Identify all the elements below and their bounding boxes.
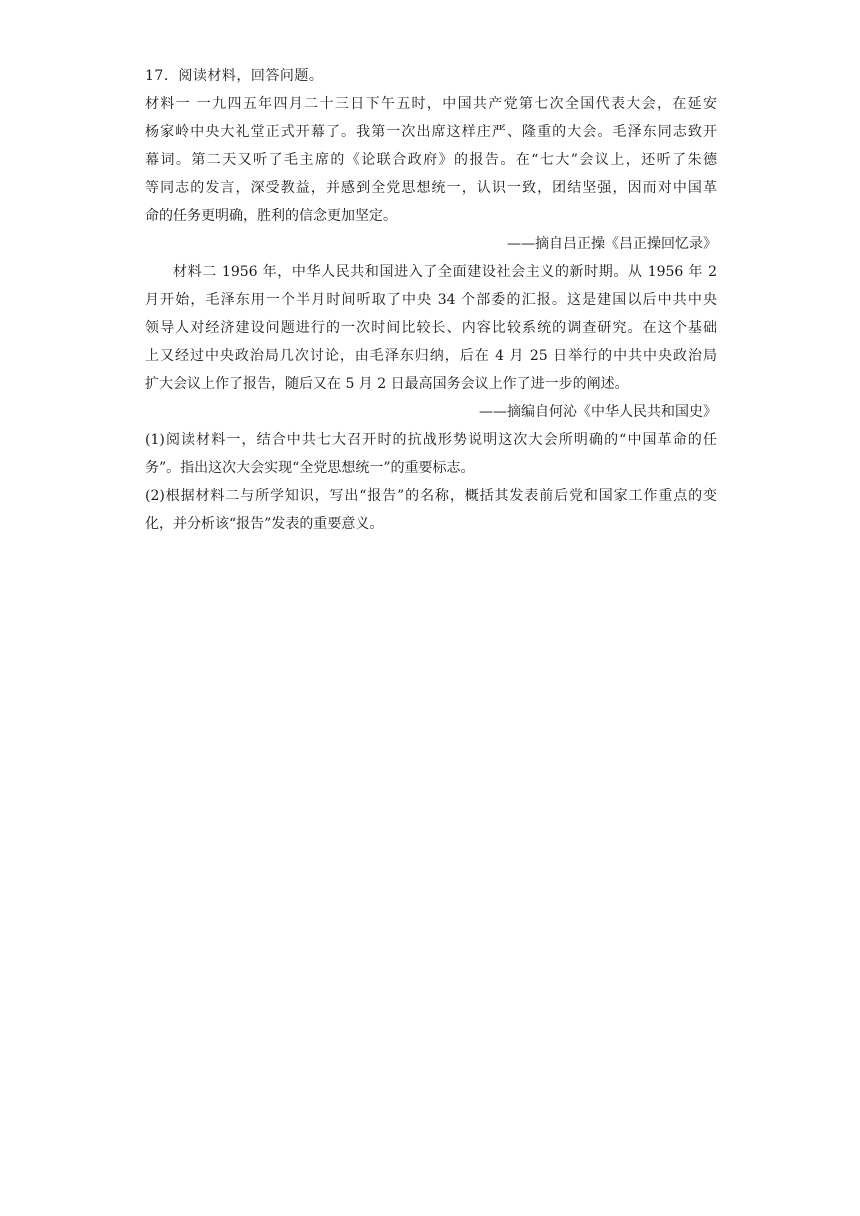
material-two-line: 上又经过中央政治局几次讨论，由毛泽东归纳，后在 4 月 25 日举行的中共中央政治局 bbox=[145, 348, 717, 364]
question-title: 17．阅读材料，回答问题。 bbox=[145, 68, 324, 84]
material-two-line: 月开始，毛泽东用一个半月时间听取了中央 34 个部委的汇报。这是建国以后中共中央 bbox=[145, 292, 717, 308]
material-two-line: 材料二 1956 年，中华人民共和国进入了全面建设社会主义的新时期。从 1956 年 2 bbox=[173, 264, 717, 280]
question-document bbox=[145, 62, 717, 538]
sub-question-line: (1)阅读材料一，结合中共七大召开时的抗战形势说明这次大会所明确的“中国革命的任 bbox=[145, 432, 717, 448]
material-two bbox=[145, 258, 717, 426]
sub-question-2 bbox=[145, 482, 717, 538]
material-two-line: 领导人对经济建设问题进行的一次时间比较长、内容比较系统的调查研究。在这个基础 bbox=[145, 320, 717, 336]
sub-question-line: 化，并分析该“报告”发表的重要意义。 bbox=[145, 516, 384, 532]
material-one-line: 幕词。第二天又听了毛主席的《论联合政府》的报告。在“七大”会议上，还听了朱德 bbox=[145, 152, 717, 168]
sub-question-line: 务”。指出这次大会实现“全党思想统一”的重要标志。 bbox=[145, 460, 475, 476]
material-two-line: 扩大会议上作了报告，随后又在 5 月 2 日最高国务会议上作了进一步的阐述。 bbox=[145, 376, 629, 392]
material-one-line: 杨家岭中央大礼堂正式开幕了。我第一次出席这样庄严、隆重的大会。毛泽东同志致开 bbox=[145, 124, 717, 140]
sub-question-1 bbox=[145, 426, 717, 482]
material-one bbox=[145, 90, 717, 258]
material-one-line: 命的任务更明确，胜利的信念更加坚定。 bbox=[145, 208, 397, 224]
material-two-source: ——摘编自何沁《中华人民共和国史》 bbox=[479, 404, 717, 420]
material-one-line: 等同志的发言，深受教益，并感到全党思想统一，认识一致，团结坚强，因而对中国革 bbox=[145, 180, 717, 196]
material-one-line: 材料一 一九四五年四月二十三日下午五时，中国共产党第七次全国代表大会，在延安 bbox=[145, 96, 717, 112]
material-one-source: ——摘自吕正操《吕正操回忆录》 bbox=[507, 236, 717, 252]
sub-question-line: (2)根据材料二与所学知识，写出“报告”的名称，概括其发表前后党和国家工作重点的变 bbox=[145, 488, 717, 504]
